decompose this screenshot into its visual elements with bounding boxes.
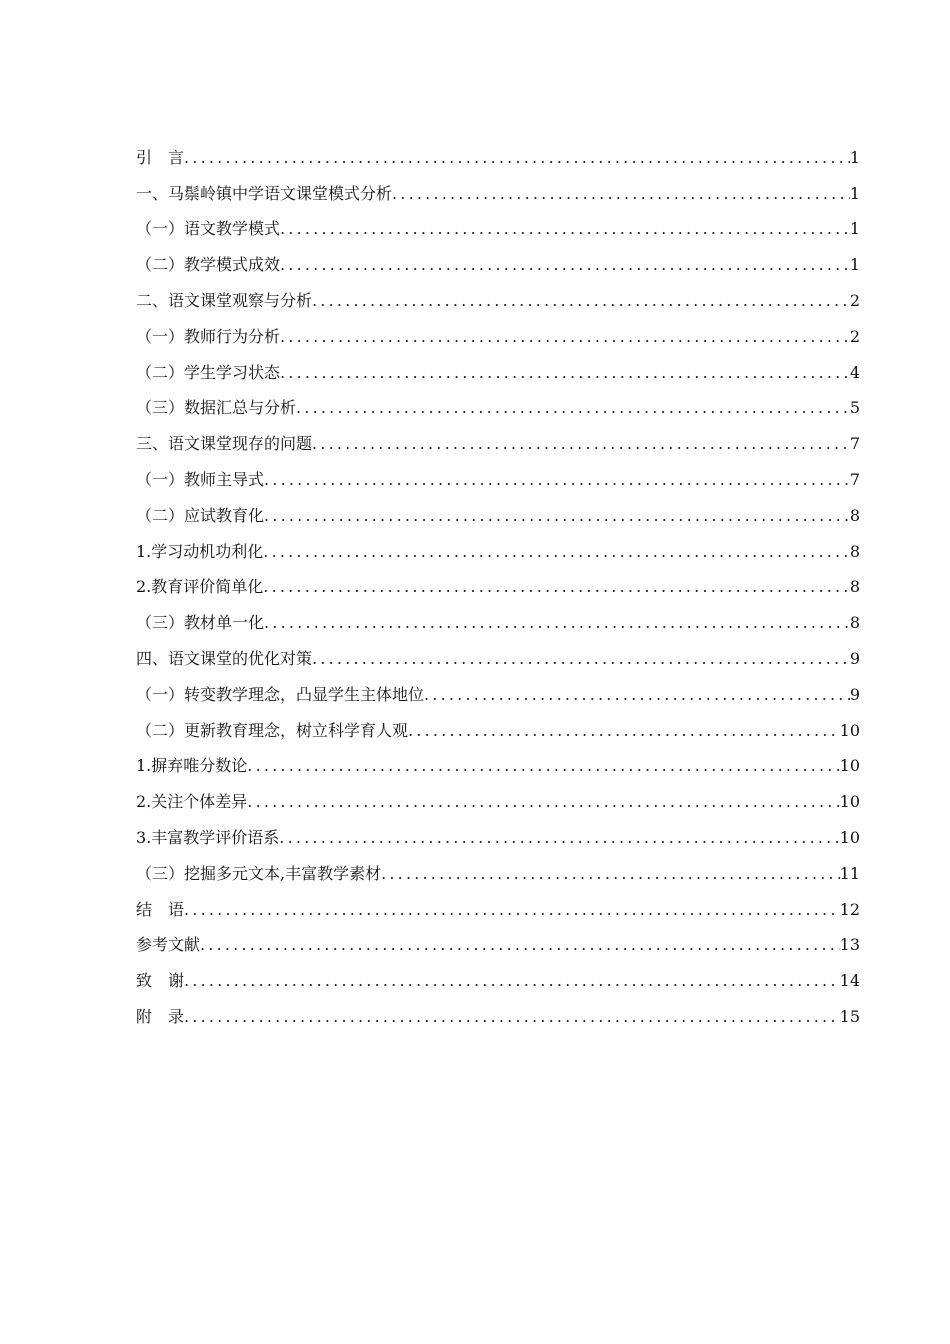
toc-leader-dots: [184, 1007, 840, 1031]
toc-leader-dots: [424, 685, 850, 709]
toc-entry[interactable]: [136, 566, 860, 602]
toc-entry-page: 7: [849, 469, 860, 489]
toc-leader-dots: [184, 971, 840, 995]
toc-leader-dots: [280, 363, 850, 387]
toc-entry-title: （二）更新教育理念，树立科学育人观: [136, 720, 409, 740]
toc-entry-title: 致 谢: [136, 971, 185, 991]
toc-entry-title: （二）教学模式成效: [136, 255, 281, 275]
toc-entry-page: 1: [849, 147, 860, 167]
toc-entry[interactable]: [136, 816, 860, 852]
toc-leader-dots: [312, 434, 850, 458]
toc-entry-page: 10: [839, 792, 860, 812]
toc-entry-page: 13: [839, 935, 860, 955]
toc-entry[interactable]: [136, 172, 860, 208]
toc-entry-page: 11: [839, 863, 860, 883]
toc-leader-dots: [392, 184, 850, 208]
toc-leader-dots: [264, 506, 850, 530]
toc-entry[interactable]: [136, 601, 860, 637]
toc-leader-dots: [408, 721, 840, 745]
toc-entry[interactable]: [136, 422, 860, 458]
toc-leader-dots: [280, 255, 850, 279]
toc-entry-title: 三、语文课堂现存的问题: [136, 434, 313, 454]
toc-entry[interactable]: [136, 458, 860, 494]
toc-entry[interactable]: [136, 351, 860, 387]
toc-leader-dots: [247, 792, 839, 816]
toc-entry-title: （一）教师行为分析: [136, 326, 281, 346]
toc-leader-dots: [184, 900, 840, 924]
toc-entry-title: 二、语文课堂观察与分析: [136, 290, 313, 310]
toc-entry-title: 参考文献: [136, 935, 201, 955]
toc-entry-page: 7: [849, 434, 860, 454]
toc-entry-title: （三）数据汇总与分析: [136, 398, 297, 418]
toc-entry[interactable]: [136, 852, 860, 888]
toc-entry[interactable]: [136, 673, 860, 709]
toc-entry[interactable]: [136, 995, 860, 1031]
toc-entry-page: 14: [839, 971, 860, 991]
toc-entry-page: 8: [849, 577, 860, 597]
toc-leader-dots: [263, 577, 850, 601]
toc-entry-title: （一）语文教学模式: [136, 219, 281, 239]
toc-entry[interactable]: [136, 637, 860, 673]
toc-entry-title: （三）教材单一化: [136, 613, 265, 633]
toc-entry[interactable]: [136, 279, 860, 315]
toc-leader-dots: [381, 864, 840, 888]
toc-entry-page: 9: [849, 684, 860, 704]
toc-entry-title: 一、马鬃岭镇中学语文课堂模式分析: [136, 183, 393, 203]
toc-entry-title: （一）教师主导式: [136, 469, 265, 489]
toc-leader-dots: [264, 613, 850, 637]
toc-entry-title: 1.学习动机功利化: [136, 541, 264, 561]
toc-entry-page: 8: [849, 613, 860, 633]
toc-leader-dots: [263, 542, 850, 566]
toc-entry-page: 1: [849, 219, 860, 239]
toc-leader-dots: [312, 291, 850, 315]
toc-entry[interactable]: [136, 924, 860, 960]
toc-leader-dots: [200, 935, 840, 959]
toc-entry[interactable]: [136, 530, 860, 566]
toc-entry-page: 2: [849, 326, 860, 346]
toc-entry[interactable]: [136, 494, 860, 530]
toc-entry[interactable]: [136, 959, 860, 995]
toc-entry-page: 12: [839, 899, 860, 919]
toc-entry-page: 10: [839, 827, 860, 847]
toc-entry-page: 1: [849, 183, 860, 203]
toc-entry-page: 5: [849, 398, 860, 418]
toc-entry-title: （一）转变教学理念，凸显学生主体地位: [136, 684, 425, 704]
toc-entry-title: 2.关注个体差异: [136, 792, 248, 812]
toc-entry[interactable]: [136, 745, 860, 781]
toc-entry-title: 2.教育评价简单化: [136, 577, 264, 597]
toc-entry-title: 结 语: [136, 899, 185, 919]
toc-leader-dots: [264, 470, 850, 494]
toc-entry-page: 10: [839, 720, 860, 740]
toc-entry-page: 15: [839, 1006, 860, 1026]
toc-entry[interactable]: [136, 888, 860, 924]
toc-entry[interactable]: [136, 243, 860, 279]
toc-entry-page: 10: [839, 756, 860, 776]
toc-entry-title: （三）挖掘多元文本,丰富教学素材: [136, 863, 382, 883]
toc-leader-dots: [312, 649, 850, 673]
toc-entry-page: 9: [849, 648, 860, 668]
toc-entry[interactable]: [136, 136, 860, 172]
toc-entry[interactable]: [136, 208, 860, 244]
toc-leader-dots: [279, 828, 839, 852]
toc-leader-dots: [184, 148, 850, 172]
toc-leader-dots: [247, 756, 839, 780]
toc-entry-page: 1: [849, 255, 860, 275]
toc-entry-page: 4: [849, 362, 860, 382]
toc-entry[interactable]: [136, 387, 860, 423]
toc-entry-title: （二）学生学习状态: [136, 362, 281, 382]
toc-entry-title: 引 言: [136, 147, 185, 167]
toc-entry[interactable]: [136, 315, 860, 351]
toc-entry-page: 8: [849, 505, 860, 525]
toc-leader-dots: [280, 219, 850, 243]
table-of-contents: [136, 136, 860, 1031]
toc-entry-title: 四、语文课堂的优化对策: [136, 648, 313, 668]
toc-entry-title: 1.摒弃唯分数论: [136, 756, 248, 776]
toc-leader-dots: [296, 398, 850, 422]
toc-entry[interactable]: [136, 780, 860, 816]
toc-leader-dots: [280, 327, 850, 351]
toc-entry-title: 附 录: [136, 1006, 185, 1026]
toc-entry[interactable]: [136, 709, 860, 745]
toc-entry-page: 2: [849, 290, 860, 310]
toc-entry-title: 3.丰富教学评价语系: [136, 827, 280, 847]
toc-entry-title: （二）应试教育化: [136, 505, 265, 525]
toc-entry-page: 8: [849, 541, 860, 561]
